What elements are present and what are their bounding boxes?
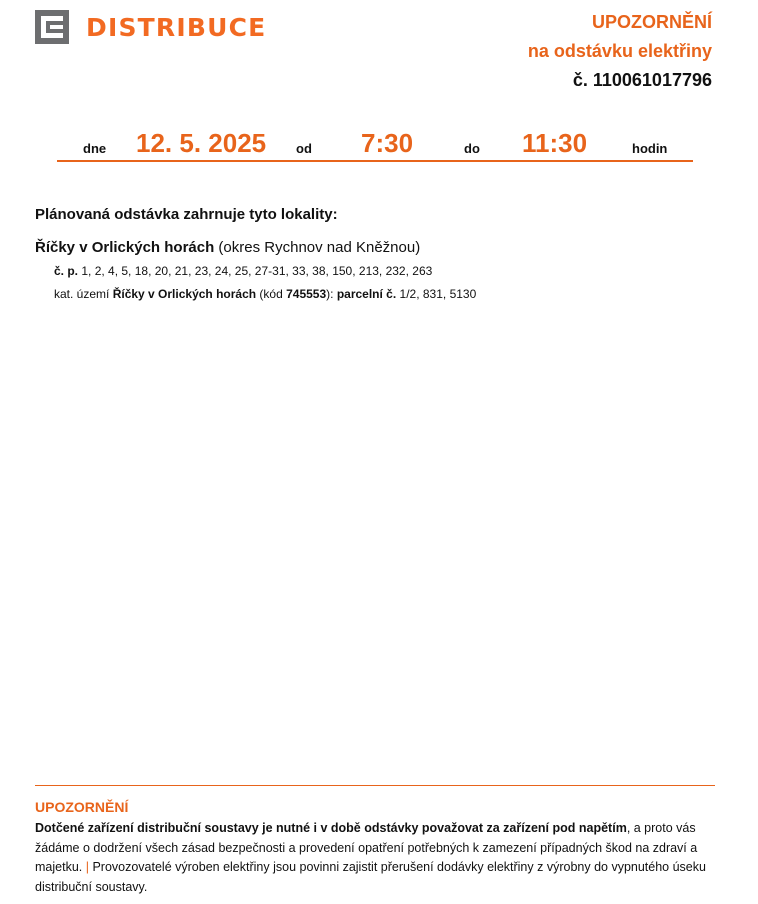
to-label: do xyxy=(464,141,480,156)
footer-text-part1: , a proto vás žádáme o dodržení všech zásad bezpečnosti a provedení opatření potřebných k zamezení případných škod na zdraví a majetku. xyxy=(35,821,698,874)
notice-header xyxy=(528,8,712,95)
cez-logo-icon xyxy=(35,10,69,44)
house-numbers-values: 1, 2, 4, 5, 18, 20, 21, 23, 24, 25, 27-31, 33, 38, 150, 213, 232, 263 xyxy=(78,264,433,278)
cadastral-code-suffix: ): xyxy=(326,287,337,301)
hours-label: hodin xyxy=(632,141,668,156)
cadastral-prefix: kat. území xyxy=(54,287,113,301)
notice-number: č. 110061017796 xyxy=(572,70,712,90)
footer-bold-text: Dotčené zařízení distribuční soustavy je nutné i v době odstávky považovat za zařízení pod napětím xyxy=(35,821,627,835)
from-label: od xyxy=(296,141,312,156)
footer-divider xyxy=(35,785,715,786)
outage-schedule xyxy=(57,128,693,162)
outage-date: 12. 5. 2025 xyxy=(136,128,267,158)
cadastral-code-prefix: (kód xyxy=(256,287,287,301)
cadastral-name: Říčky v Orlických horách xyxy=(112,287,257,301)
footer-text-part2: Provozovatelé výroben elektřiny jsou povinni zajistit přerušení dodávky elektřiny z výrobny do vypnutého úseku distribuční soustavy. xyxy=(35,860,706,894)
cadastral-info xyxy=(54,287,476,301)
start-time: 7:30 xyxy=(361,128,414,158)
parcel-values: 1/2, 831, 5130 xyxy=(396,287,477,301)
house-numbers xyxy=(54,264,432,278)
notice-subtitle: na odstávku elektřiny xyxy=(527,41,712,61)
location-district: (okres Rychnov nad Kněžnou) xyxy=(214,239,421,256)
parcel-label: parcelní č. xyxy=(336,287,397,301)
date-label: dne xyxy=(83,141,107,156)
footer-separator: | xyxy=(85,860,89,874)
footer-warning-text xyxy=(35,819,725,897)
house-numbers-label: č. p. xyxy=(54,264,79,278)
notice-title: UPOZORNĚNÍ xyxy=(591,12,712,32)
section-title: Plánovaná odstávka zahrnuje tyto lokality: xyxy=(35,206,338,223)
footer-title: UPOZORNĚNÍ xyxy=(35,799,129,815)
cadastral-code: 745553 xyxy=(286,287,327,301)
end-time: 11:30 xyxy=(522,128,588,158)
location-heading xyxy=(35,239,420,256)
logo xyxy=(35,9,266,45)
location-name: Říčky v Orlických horách xyxy=(35,239,215,256)
logo-text: DISTRIBUCE xyxy=(86,12,267,42)
